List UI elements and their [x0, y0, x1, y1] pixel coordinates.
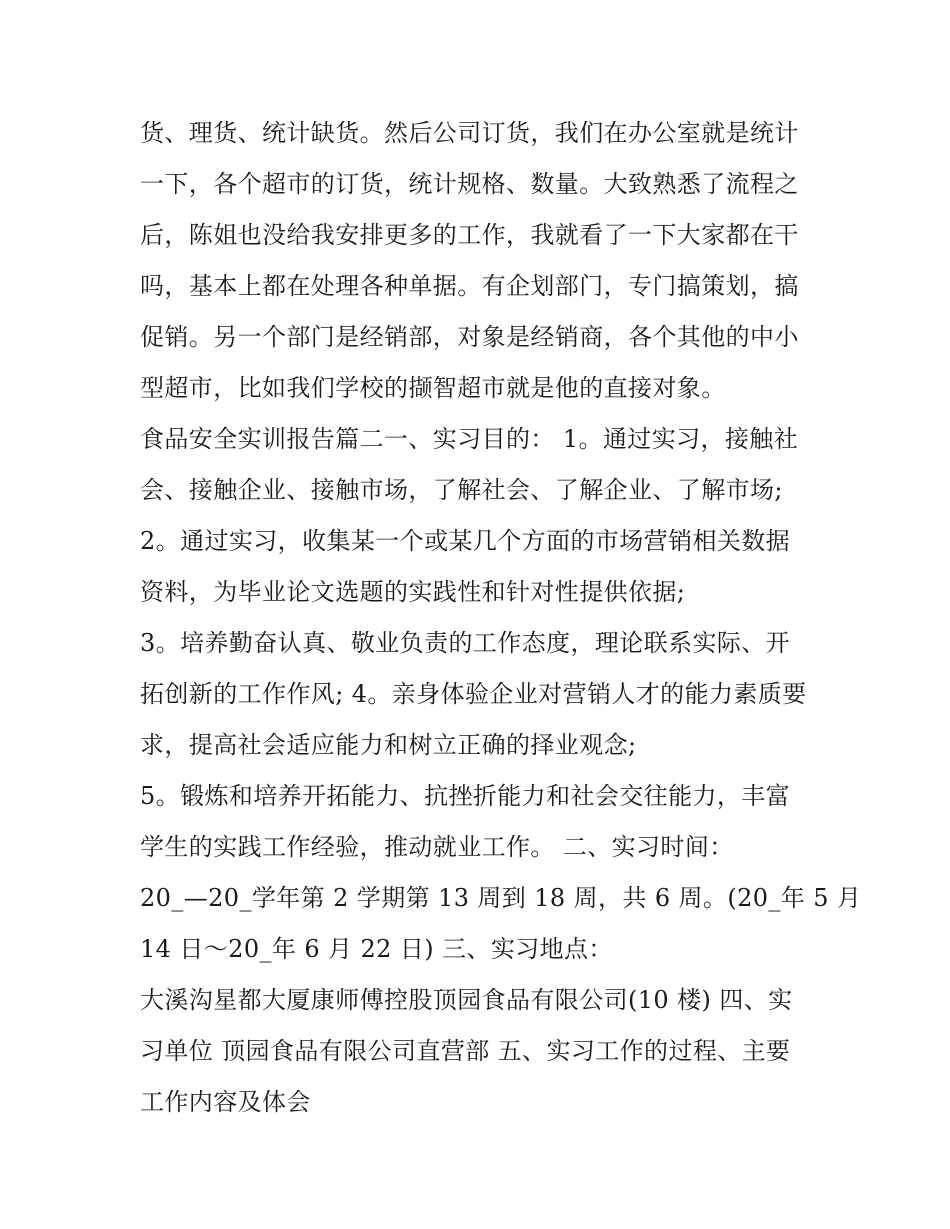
text-line: 食品安全实训报告篇二一、实习目的： 1。通过实习，接触社 [140, 425, 799, 453]
text-line: 20_—20_学年第 2 学期第 13 周到 18 周，共 6 周。(20_年 5 月 [140, 884, 862, 912]
text-line: 习单位 顶园食品有限公司直营部 五、实习工作的过程、主要 [140, 1037, 791, 1065]
text-line: 后，陈姐也没给我安排更多的工作，我就看了一下大家都在干 [140, 221, 799, 249]
text-line: 2。通过实习，收集某一个或某几个方面的市场营销相关数据 [140, 527, 791, 555]
text-line: 求，提高社会适应能力和树立正确的择业观念; [140, 731, 637, 759]
text-line: 会、接触企业、接触市场，了解社会、了解企业、了解市场; [140, 476, 783, 504]
text-line: 14 日～20_年 6 月 22 日) 三、实习地点： [140, 935, 613, 963]
text-line: 一下，各个超市的订货，统计规格、数量。大致熟悉了流程之 [140, 170, 799, 198]
text-line: 资料，为毕业论文选题的实践性和针对性提供依据; [140, 578, 686, 606]
text-line: 吗，基本上都在处理各种单据。有企划部门，专门搞策划，搞 [140, 272, 799, 300]
text-line: 工作内容及体会 [140, 1088, 311, 1116]
text-line: 3。培养勤奋认真、敬业负责的工作态度，理论联系实际、开 [140, 629, 791, 657]
text-line: 货、理货、统计缺货。然后公司订货，我们在办公室就是统计 [140, 119, 799, 147]
text-line: 大溪沟星都大厦康师傅控股顶园食品有限公司(10 楼) 四、实 [140, 986, 793, 1014]
text-line: 促销。另一个部门是经销部，对象是经销商，各个其他的中小 [140, 323, 799, 351]
text-line: 5。锻炼和培养开拓能力、抗挫折能力和社会交往能力，丰富 [140, 782, 791, 810]
text-line: 型超市，比如我们学校的撷智超市就是他的直接对象。 [140, 374, 726, 402]
text-line: 学生的实践工作经验，推动就业工作。 二、实习时间： [140, 833, 734, 861]
text-line: 拓创新的工作作风; 4。亲身体验企业对营销人才的能力素质要 [140, 680, 807, 708]
document-body [140, 108, 862, 1128]
